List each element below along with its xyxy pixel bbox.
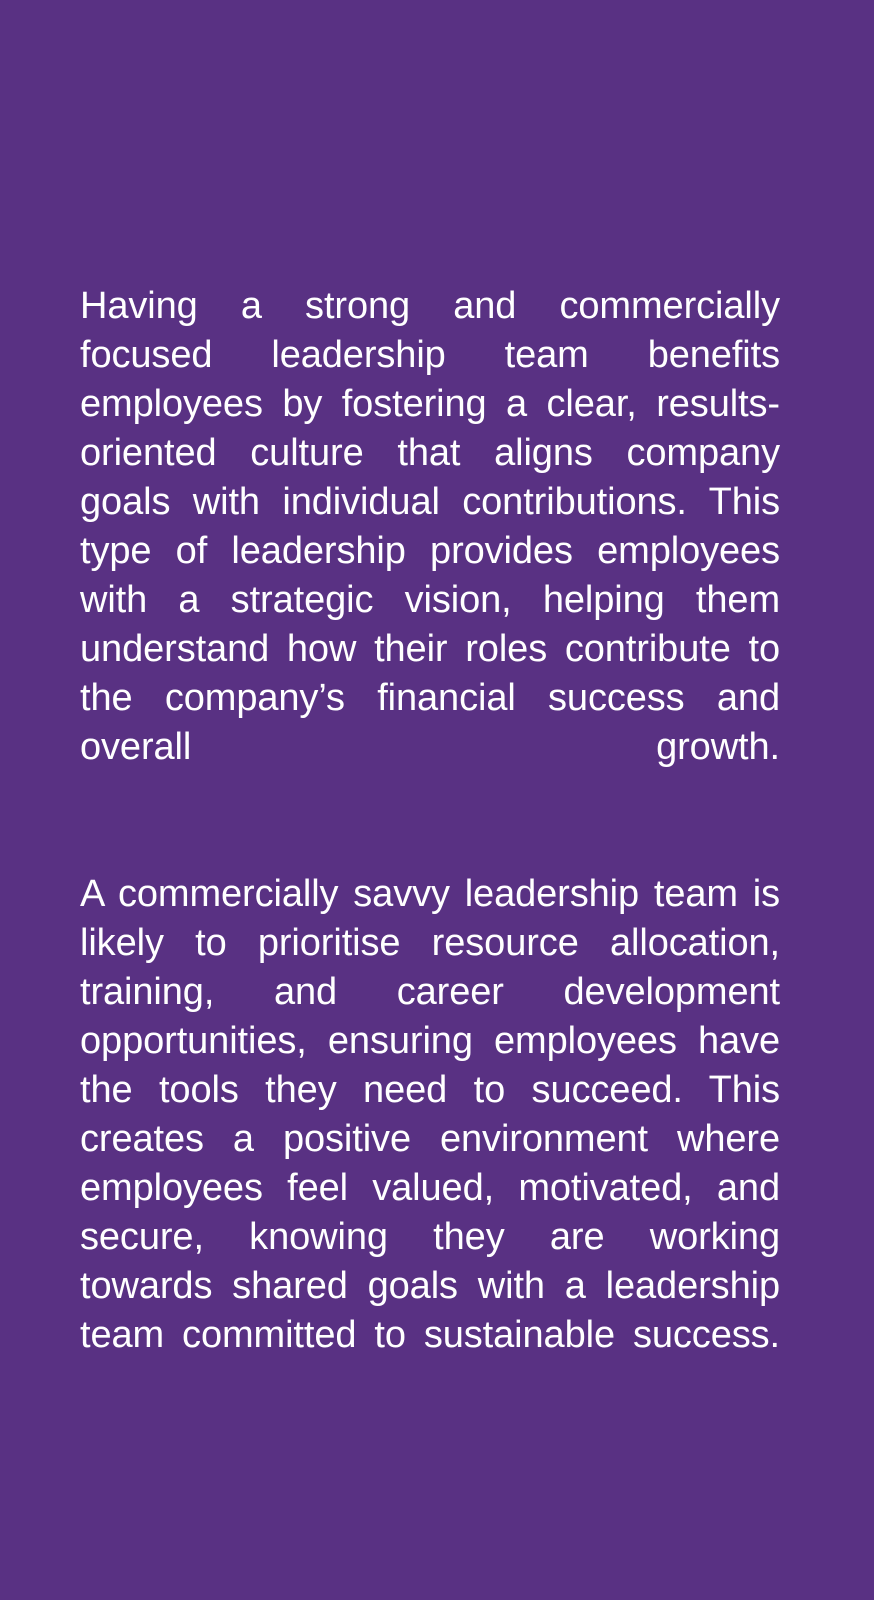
body-paragraph-1: Having a strong and commercially focused leadership team benefits employees by fostering a clear, results-oriented culture that aligns company goals with individual contributions. This type of leadership provides employees with a strategic vision, helping them understand how their roles contribute to the company’s financial success and overall growth. <box>80 285 780 768</box>
body-paragraph-2: A commercially savvy leadership team is likely to prioritise resource allocation, training, and career development opportunities, ensuring employees have the tools they need to succeed. This creates a positive environment where employees feel valued, motivated, and secure, knowing they are working towards shared goals with a leadership team committed to sustainable success. <box>80 873 780 1356</box>
body-text-block <box>80 282 780 1409</box>
